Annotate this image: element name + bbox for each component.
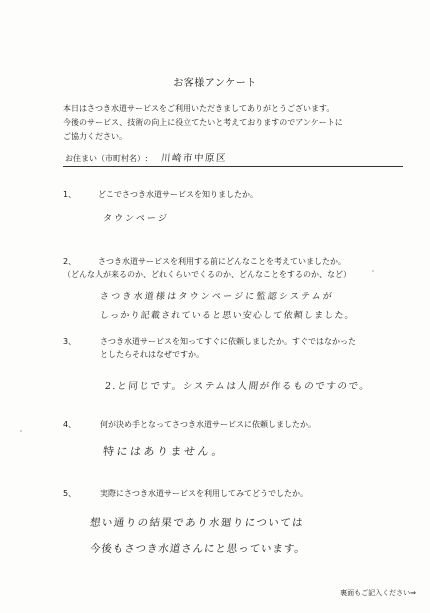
question-text-continued: としたらそれはなぜですか。 [100,350,204,359]
answer-3: 2.と同じです。システムは人間が作るものですので。 [104,381,372,392]
question-text: 何が決め手となってさつき水道サービスに依頼しましたか。 [100,420,316,429]
address-value: 川崎市中原区 [160,153,228,164]
question-number: 4、 [63,420,77,429]
intro-line-1: 本日はさつき水道サービスをご利用いただきましてありがとうございます。 [63,104,335,113]
answer-1: タウンページ [102,214,170,224]
address-field [63,150,403,167]
page-title: お客様アンケート [173,78,257,89]
question-number: 3、 [63,337,77,346]
address-label: お住まい（市町村名）: [65,154,148,163]
answer-5-line-2: 今後もさつき水道さんにと思っています。 [89,543,307,555]
answer-2-line-1: さつき水道様はタウンページに監認システムが [99,292,335,302]
scan-speck [20,430,22,432]
question-number: 1、 [63,190,77,199]
answer-5-line-1: 想い通りの結果であり水廻りについては [89,517,305,529]
question-text: さつき水道サービスを知ってすぐに依頼しましたか。すぐではなかった [100,337,356,346]
continue-on-back-note: 裏面もご記入ください⇒ [340,589,416,597]
question-text: どこでさつき水道サービスを知りましたか。 [98,190,258,199]
intro-line-2: 今後のサービス、技術の向上に役立てたいと考えておりますのでアンケートに [63,118,343,127]
scan-speck [372,270,374,272]
question-number: 2、 [63,257,77,266]
question-number: 5、 [63,489,77,498]
question-subtext: （どんな人が来るのか、どれくらいでくるのか、どんなことをするのか、など） [63,270,351,279]
question-text: 実際にさつき水道サービスを利用してみてどうでしたか。 [100,489,308,498]
intro-line-3: ご協力ください。 [63,132,127,141]
question-text: さつき水道サービスを利用する前にどんなことを考えていましたか。 [98,257,346,266]
answer-4: 特にはありません。 [102,445,226,458]
intro-text [63,102,403,144]
answer-2-line-2: しっかり記載されていると思い安心して依頼しました。 [99,311,356,321]
